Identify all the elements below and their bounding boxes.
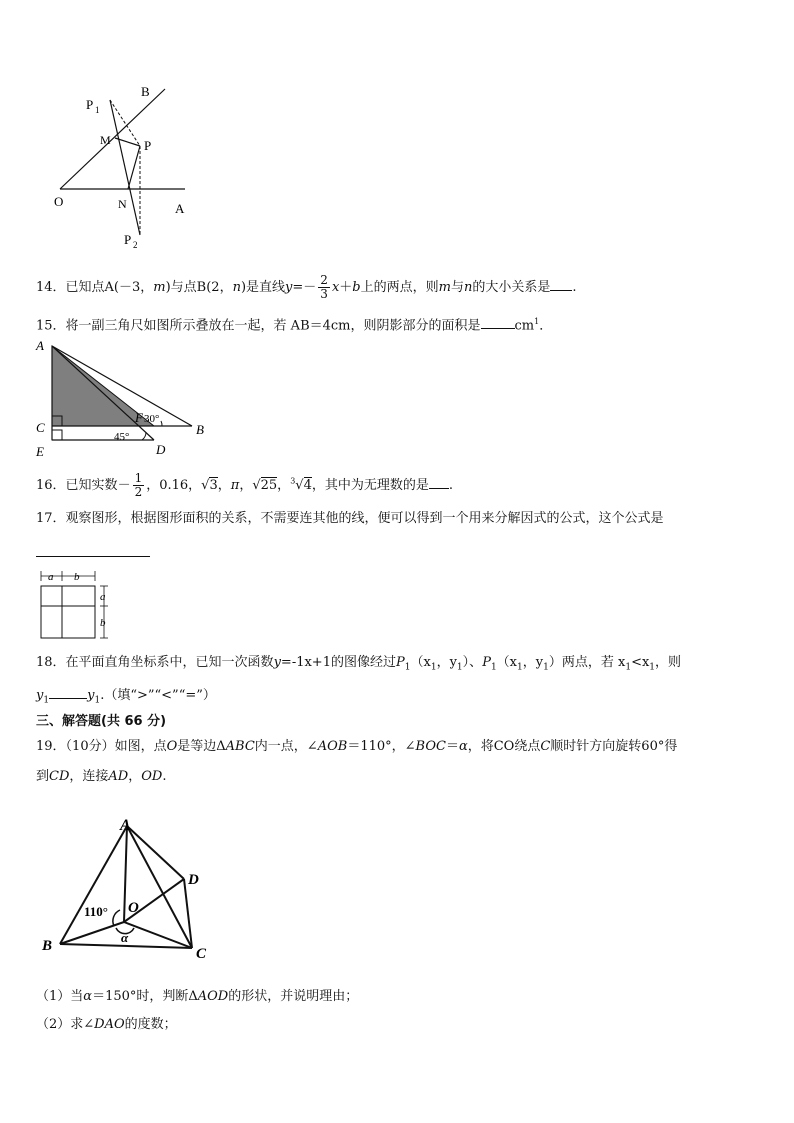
question-19-part-1 — [36, 988, 358, 1006]
q14-equals: =－ — [292, 280, 317, 295]
q19-number: 19． — [36, 739, 66, 754]
q14-var-m: m — [153, 280, 166, 295]
q18-c1: 1 — [430, 662, 437, 673]
q16-sqrt25-value: 25 — [260, 478, 278, 493]
label-o: O — [54, 194, 64, 209]
label-b-top: b — [74, 571, 80, 583]
q19-aob: AOB — [317, 739, 348, 754]
q16-sep-2: ， — [239, 478, 253, 493]
q14-text-6: 的大小关系是 — [472, 280, 551, 295]
q18-lt: <x — [631, 655, 650, 670]
figure-triangle-rulers — [34, 336, 214, 458]
q14-var-m2: m — [438, 280, 451, 295]
q16-text-1: 已知实数 — [65, 478, 118, 493]
right-angle-e — [52, 430, 62, 440]
q18-func-rest: =-1x+1 — [280, 655, 331, 670]
q18-l2-s2: 1 — [94, 695, 101, 706]
label-p1-sub: 1 — [95, 105, 100, 115]
segment-pn — [128, 146, 140, 189]
label-a: A — [120, 817, 131, 834]
q14-text-5: 与 — [450, 280, 464, 295]
q19-text-6: 顺时针方向旋转60°得 — [550, 739, 678, 754]
q19-text-2: 内一点，∠ — [254, 739, 318, 754]
q19-o: O — [166, 739, 178, 754]
q18-text-4: ，则 — [655, 655, 682, 670]
q18-c4: 1 — [543, 662, 549, 673]
q18-sep: 、 — [469, 655, 483, 670]
q14-text-2: )与点B(2， — [165, 280, 233, 295]
q16-number: 16． — [36, 478, 66, 493]
q14-var-n: n — [232, 280, 241, 295]
question-17 — [36, 510, 664, 528]
question-16 — [36, 472, 453, 499]
label-b: B — [42, 938, 53, 954]
q18-l2-y: y — [36, 688, 44, 703]
q16-list-1: ，0.16， — [146, 478, 202, 493]
q19-cd: CD — [49, 769, 70, 784]
q18-text-3: 两点，若 x — [561, 655, 626, 670]
question-19-part-2 — [36, 1016, 177, 1034]
q19-2-text-2: 的度数； — [124, 1017, 177, 1032]
q14-frac-num: 2 — [320, 273, 328, 287]
q19-2-dao: DAO — [94, 1017, 125, 1032]
q18-answer-blank[interactable] — [49, 686, 87, 699]
q19-l2-text-3: ， — [128, 769, 142, 784]
q16-sqrt25: √25 — [252, 478, 278, 493]
q19-boc: BOC — [415, 739, 446, 754]
q19-abc: ABC — [225, 739, 255, 754]
line-p1p2 — [110, 100, 140, 235]
q16-answer-blank[interactable] — [429, 476, 449, 489]
q16-neg: － — [117, 478, 131, 493]
q18-coord-open: （x — [410, 655, 431, 670]
q19-text-5: ，将CO绕点 — [467, 739, 541, 754]
q19-l2-text-2: ，连接 — [69, 769, 109, 784]
q17-number: 17． — [36, 511, 66, 526]
q18-p1: P — [396, 655, 405, 670]
q15-text: 将一副三角尺如图所示叠放在一起，若 AB＝4cm，则阴影部分的面积是 — [65, 318, 481, 334]
q15-unit-sup: 1 — [534, 317, 540, 326]
q18-text-1: 在平面直角坐标系中，已知一次函数 — [65, 655, 274, 670]
q14-answer-blank[interactable] — [550, 278, 572, 291]
label-a-top: a — [48, 571, 54, 583]
label-b-side: b — [100, 617, 106, 629]
label-c: C — [196, 946, 207, 962]
edge-ab — [60, 826, 127, 944]
label-angle-30: 30° — [144, 413, 160, 425]
label-p2: P — [124, 232, 132, 247]
label-b: B — [141, 84, 150, 99]
label-p: P — [144, 138, 152, 153]
q18-p2: P — [482, 655, 491, 670]
figure-equilateral-triangle — [38, 812, 218, 962]
q16-sqrt3: √3 — [201, 478, 218, 493]
label-d: D — [156, 442, 166, 457]
label-angle-45: 45° — [114, 431, 130, 443]
q18-p2-sub: 1 — [490, 662, 497, 673]
label-n: N — [118, 197, 127, 211]
q19-1-aod: AOD — [197, 989, 229, 1004]
q15-end: ． — [539, 318, 553, 334]
q16-frac-den: 2 — [134, 485, 143, 499]
q16-fraction — [133, 472, 145, 499]
label-angle-110: 110° — [84, 904, 108, 919]
q18-coord2-open: （x — [496, 655, 518, 670]
edge-ad — [127, 826, 184, 879]
q18-s1: 1 — [625, 662, 632, 673]
q19-l2-text-4: . — [162, 769, 167, 784]
q16-sqrt3-value: 3 — [209, 478, 218, 493]
label-a: A — [36, 338, 44, 353]
label-p2-sub: 2 — [133, 240, 138, 250]
q14-text-4: 上的两点，则 — [360, 280, 439, 295]
q14-var-x: x — [331, 280, 340, 295]
q15-unit: cm — [514, 318, 535, 334]
q19-od: OD — [141, 769, 163, 784]
label-a: A — [175, 201, 185, 216]
q17-text: 观察图形，根据图形面积的关系，不需要连其他的线，便可以得到一个用来分解因式的公式，这个公式是 — [65, 511, 664, 526]
q14-plus: ＋ — [339, 280, 353, 295]
q16-pi: π — [230, 478, 240, 493]
section-heading: 三、解答题(共 66 分) — [36, 714, 167, 729]
label-alpha: α — [121, 930, 129, 945]
q16-sep-1: ， — [217, 478, 231, 493]
label-b: B — [196, 422, 204, 437]
q16-end: . — [448, 478, 454, 493]
q18-number: 18． — [36, 655, 66, 670]
question-18-line-2 — [36, 686, 216, 710]
angle-arc-30 — [161, 421, 162, 426]
q18-func-y: y — [273, 655, 281, 670]
figure-angle-reflection — [40, 80, 200, 255]
q19-alpha: α — [458, 739, 468, 754]
label-c: C — [36, 420, 45, 435]
question-19 — [36, 738, 677, 756]
q14-fraction — [318, 274, 330, 301]
label-f: F — [135, 410, 143, 425]
segment-ao — [124, 826, 127, 922]
q19-1-alpha: α — [83, 989, 93, 1004]
q19-c: C — [540, 739, 551, 754]
q16-cbrt-index: 3 — [290, 476, 296, 486]
figure-square-grid — [36, 566, 126, 644]
q16-cbrt-value: 4 — [303, 478, 312, 493]
q15-number: 15． — [36, 318, 66, 334]
q18-p1-sub: 1 — [404, 662, 411, 673]
question-19-line-2 — [36, 768, 166, 786]
q18-l2-s: 1 — [43, 695, 50, 706]
q19-2-text-1: （2）求∠ — [36, 1017, 95, 1032]
label-p1: P — [86, 97, 94, 112]
q18-l2-text: .（填“>”“<”“=”） — [100, 688, 216, 703]
label-e: E — [36, 444, 44, 458]
q19-score: （10分）如图，点 — [65, 739, 167, 754]
q18-comma2: ，y — [522, 655, 544, 670]
question-15 — [36, 313, 552, 335]
q18-l2-y2: y — [87, 688, 95, 703]
q15-answer-blank[interactable] — [481, 316, 515, 329]
q14-number: 14． — [36, 280, 66, 295]
q18-s2: 1 — [649, 662, 656, 673]
edge-dc — [184, 879, 192, 948]
q14-var-y: y — [285, 280, 293, 295]
q14-text-1: 已知点A(－3， — [65, 280, 154, 295]
q19-text-4: ＝ — [445, 739, 459, 754]
q19-1-text-1: （1）当 — [36, 989, 84, 1004]
angle-arc-45 — [142, 432, 146, 440]
question-14 — [36, 274, 577, 301]
q19-l2-text-1: 到 — [36, 769, 50, 784]
q19-text-3: ＝110°，∠ — [347, 739, 416, 754]
q14-var-b: b — [352, 280, 361, 295]
question-18 — [36, 654, 681, 677]
q16-cbrt4: $^3$√4 — [290, 476, 312, 493]
q18-close: ） — [462, 655, 470, 670]
q18-text-2: 的图像经过 — [330, 655, 396, 670]
q16-frac-num: 1 — [134, 471, 143, 485]
label-d: D — [188, 872, 199, 888]
q14-var-n2: n — [463, 280, 473, 295]
q14-frac-den: 3 — [320, 287, 328, 301]
label-o: O — [128, 900, 139, 916]
q19-text-1: 是等边Δ — [177, 739, 226, 754]
q14-end: . — [572, 280, 577, 295]
q17-answer-blank[interactable] — [36, 556, 150, 557]
q19-ad: AD — [108, 769, 129, 784]
q18-comma: ，y — [436, 655, 457, 670]
segment-oc — [124, 922, 192, 948]
label-a-side: a — [100, 591, 106, 603]
q14-text-3: )是直线 — [240, 280, 286, 295]
q19-1-text-2: ＝150°时，判断Δ — [92, 989, 198, 1004]
outer-square — [41, 586, 95, 638]
label-m: M — [100, 133, 111, 147]
q18-c2: 1 — [456, 662, 463, 673]
edge-ac — [127, 826, 192, 948]
q16-text-2: ，其中为无理数的是 — [311, 478, 429, 493]
q16-sep-3: ， — [277, 478, 291, 493]
q18-c3: 1 — [517, 662, 523, 673]
q19-1-text-3: 的形状，并说明理由； — [228, 989, 359, 1004]
q18-close2: ） — [548, 655, 562, 670]
